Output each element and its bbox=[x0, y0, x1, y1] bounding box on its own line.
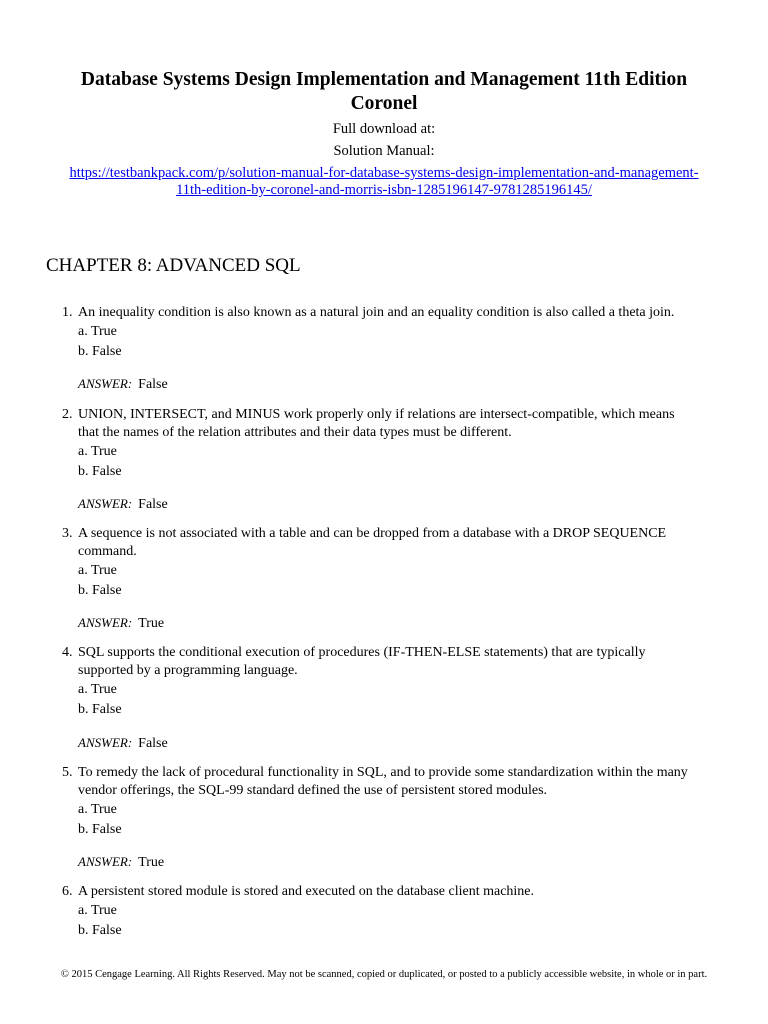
question-text-line-2: that the names of the relation attributes and their data types must be different. bbox=[78, 425, 512, 440]
chapter-heading: CHAPTER 8: ADVANCED SQL bbox=[46, 255, 301, 276]
option-a: a. True bbox=[78, 324, 117, 339]
title-line-1: Database Systems Design Implementation and Management 11th Edition bbox=[80, 69, 688, 90]
answer-label: ANSWER: bbox=[78, 376, 133, 391]
option-a: a. True bbox=[78, 563, 117, 578]
solution-manual-label: Solution Manual: bbox=[333, 143, 435, 159]
full-download-label: Full download at: bbox=[332, 121, 436, 137]
option-b: b. False bbox=[78, 583, 122, 598]
download-link[interactable] bbox=[0, 165, 768, 199]
answer-value: False bbox=[138, 497, 168, 512]
option-b: b. False bbox=[78, 344, 122, 359]
question-text-line-2: command. bbox=[78, 544, 137, 559]
question-text: A persistent stored module is stored and executed on the database client machine. bbox=[78, 884, 535, 899]
question-6 bbox=[62, 883, 702, 941]
question-text-line-2: supported by a programming language. bbox=[78, 663, 298, 678]
download-link-line-1[interactable]: https://testbankpack.com/p/solution-manual-for-database-systems-design-implementation-and-management- bbox=[69, 165, 699, 181]
answer-label: ANSWER: bbox=[78, 735, 133, 750]
answer-4 bbox=[78, 734, 168, 753]
download-link-line-2[interactable]: 11th-edition-by-coronel-and-morris-isbn-1285196147-9781285196145/ bbox=[176, 182, 592, 198]
option-a: a. True bbox=[78, 444, 117, 459]
option-a: a. True bbox=[78, 903, 117, 918]
question-number: 4. bbox=[62, 645, 73, 660]
question-number: 2. bbox=[62, 407, 73, 422]
option-b: b. False bbox=[78, 702, 122, 717]
question-number: 1. bbox=[62, 305, 73, 320]
answer-3 bbox=[78, 614, 164, 633]
document-title bbox=[0, 68, 768, 116]
title-line-2: Coronel bbox=[350, 93, 418, 114]
question-text-line-1: A sequence is not associated with a table and can be dropped from a database with a DROP SEQUENCE bbox=[78, 526, 667, 541]
option-a: a. True bbox=[78, 682, 117, 697]
question-text-line-1: To remedy the lack of procedural functionality in SQL, and to provide some standardization within the many bbox=[78, 765, 688, 780]
answer-1 bbox=[78, 375, 168, 394]
answer-value: True bbox=[138, 616, 165, 631]
answer-value: True bbox=[138, 855, 165, 870]
option-b: b. False bbox=[78, 464, 122, 479]
answer-label: ANSWER: bbox=[78, 615, 133, 630]
question-5 bbox=[62, 764, 702, 840]
option-b: b. False bbox=[78, 822, 122, 837]
question-2 bbox=[62, 406, 702, 482]
answer-5 bbox=[78, 853, 164, 872]
question-number: 5. bbox=[62, 765, 73, 780]
question-text: An inequality condition is also known as a natural join and an equality condition is also called a theta join. bbox=[78, 305, 675, 320]
option-b: b. False bbox=[78, 923, 122, 938]
copyright-footer: © 2015 Cengage Learning. All Rights Reserved. May not be scanned, copied or duplicated, or posted to a publicly accessible website, in whole or in part. bbox=[60, 969, 708, 980]
answer-2 bbox=[78, 495, 168, 514]
answer-label: ANSWER: bbox=[78, 496, 133, 511]
option-a: a. True bbox=[78, 802, 117, 817]
answer-value: False bbox=[138, 377, 168, 392]
answer-value: False bbox=[138, 736, 168, 751]
question-text-line-2: vendor offerings, the SQL-99 standard defined the use of persistent stored modules. bbox=[78, 783, 548, 798]
question-4 bbox=[62, 644, 702, 720]
question-text-line-1: UNION, INTERSECT, and MINUS work properly only if relations are intersect-compatible, which means bbox=[78, 407, 675, 422]
question-number: 6. bbox=[62, 884, 73, 899]
answer-label: ANSWER: bbox=[78, 854, 133, 869]
question-text-line-1: SQL supports the conditional execution of procedures (IF-THEN-ELSE statements) that are typically bbox=[78, 645, 646, 660]
question-3 bbox=[62, 525, 702, 601]
question-1 bbox=[62, 304, 702, 362]
question-number: 3. bbox=[62, 526, 73, 541]
